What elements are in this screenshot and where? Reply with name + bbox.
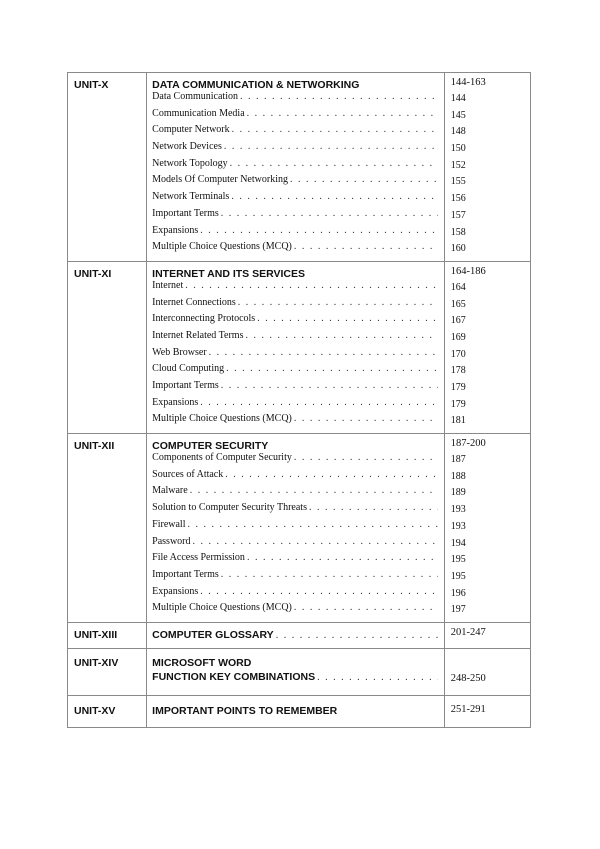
toc-entry xyxy=(147,469,444,486)
toc-entry xyxy=(147,485,444,502)
unit-row xyxy=(68,434,531,623)
unit-row xyxy=(68,73,531,262)
entry-title: Internet Connections xyxy=(152,296,236,308)
entry-page-number: 156 xyxy=(450,193,466,205)
entry-title: Models Of Computer Networking xyxy=(152,174,288,186)
entry-title: Important Terms xyxy=(152,380,219,391)
page-list xyxy=(445,91,530,261)
dot-leader xyxy=(231,191,437,202)
pages-cell xyxy=(444,622,530,648)
entry-title: Expansions xyxy=(152,585,199,597)
unit-label: UNIT-XV xyxy=(74,704,116,717)
entry-page-number: 187 xyxy=(450,454,466,466)
dot-leader xyxy=(185,280,438,291)
contents-cell xyxy=(147,648,445,695)
toc-entry xyxy=(147,174,444,191)
unit-cell xyxy=(68,434,147,623)
toc-entry xyxy=(147,413,444,430)
dot-leader xyxy=(225,469,438,480)
dot-leader xyxy=(193,536,438,547)
entry-page-number: 148 xyxy=(450,126,466,138)
page-range: 144-163 xyxy=(450,77,486,88)
dot-leader xyxy=(276,630,438,641)
toc-entry xyxy=(147,602,444,619)
entry-title: Firewall xyxy=(152,518,186,530)
section-title: COMPUTER SECURITY xyxy=(152,440,269,453)
unit-label: UNIT-XIII xyxy=(74,628,118,641)
entry-title: Malware xyxy=(152,485,188,497)
toc-entry xyxy=(147,536,444,553)
dot-leader xyxy=(317,672,438,683)
entry-page-number: 189 xyxy=(450,487,466,499)
contents-cell xyxy=(147,622,445,648)
contents-cell xyxy=(147,695,445,727)
dot-leader xyxy=(294,241,438,252)
unit-row xyxy=(68,648,531,695)
entry-title: Components of Computer Security xyxy=(152,452,292,464)
unit-label: UNIT-X xyxy=(74,79,109,91)
dot-leader xyxy=(309,502,438,513)
section-title-line-1: MICROSOFT WORD xyxy=(152,656,252,669)
page-range: 251-291 xyxy=(450,703,486,715)
section-title-row xyxy=(147,623,444,643)
entry-title: Network Terminals xyxy=(152,191,230,203)
dot-leader xyxy=(221,569,438,580)
section-title: COMPUTER GLOSSARY xyxy=(152,628,274,641)
dot-leader xyxy=(200,397,438,408)
toc-entry xyxy=(147,241,444,258)
page-list xyxy=(445,280,530,433)
entry-page-number: 160 xyxy=(450,243,466,255)
toc-entry xyxy=(147,519,444,536)
section-title-row xyxy=(152,671,438,685)
toc-entry xyxy=(147,380,444,397)
page-list xyxy=(445,452,530,622)
entry-page-number: 196 xyxy=(450,587,466,599)
entry-page-number: 181 xyxy=(450,415,466,427)
dot-leader xyxy=(226,363,438,374)
pages-cell xyxy=(444,648,530,695)
unit-label: UNIT-XII xyxy=(74,440,115,453)
entry-page-number: 170 xyxy=(450,348,466,360)
entry-title: Cloud Computing xyxy=(152,363,225,375)
entry-title: Web Browser xyxy=(152,346,207,358)
entry-page-number: 197 xyxy=(450,604,466,616)
page-range: 248-250 xyxy=(450,672,486,684)
entry-title: Network Topology xyxy=(152,157,228,169)
entry-title: Password xyxy=(152,535,191,547)
unit-cell xyxy=(68,648,147,695)
entry-list xyxy=(147,280,444,433)
page-range: 164-186 xyxy=(450,265,486,277)
entry-title: Multiple Choice Questions (MCQ) xyxy=(152,602,292,614)
page-range: 201-247 xyxy=(450,626,486,638)
toc-entry xyxy=(147,586,444,603)
unit-label: UNIT-XIV xyxy=(74,656,119,669)
dot-leader xyxy=(187,519,437,530)
dot-leader xyxy=(294,413,438,424)
toc-entry xyxy=(147,347,444,364)
toc-entry xyxy=(147,297,444,314)
entry-title: File Access Permission xyxy=(152,552,245,564)
entry-page-number: 144 xyxy=(450,93,466,104)
entry-title: Internet xyxy=(152,279,184,291)
toc-entry xyxy=(147,569,444,586)
toc-entry xyxy=(147,208,444,225)
entry-page-number: 164 xyxy=(450,281,466,293)
entry-title: Important Terms xyxy=(152,207,219,219)
toc-entry xyxy=(147,225,444,242)
toc-entry xyxy=(147,502,444,519)
dot-leader xyxy=(247,108,438,119)
table-of-contents xyxy=(67,72,531,728)
unit-cell xyxy=(68,261,147,433)
entry-title: Computer Network xyxy=(152,124,230,136)
entry-page-number: 179 xyxy=(450,382,466,393)
entry-page-number: 195 xyxy=(450,570,466,582)
entry-title: Interconnecting Protocols xyxy=(152,313,256,325)
entry-title: Network Devices xyxy=(152,141,222,153)
entry-page-number: 188 xyxy=(450,470,466,482)
entry-page-number: 169 xyxy=(450,331,466,343)
entry-title: Expansions xyxy=(152,224,199,236)
entry-page-number: 157 xyxy=(450,209,466,221)
section-title: DATA COMMUNICATION & NETWORKING xyxy=(152,79,360,91)
entry-page-number: 152 xyxy=(450,159,466,171)
entry-list xyxy=(147,452,444,622)
section-title-line-2: FUNCTION KEY COMBINATIONS xyxy=(152,670,316,683)
dot-leader xyxy=(221,208,438,219)
toc-entry xyxy=(147,363,444,380)
pages-cell xyxy=(444,73,530,262)
entry-page-number: 150 xyxy=(450,143,466,155)
toc-entry xyxy=(147,552,444,569)
dot-leader xyxy=(245,330,437,341)
dot-leader xyxy=(240,91,438,102)
entry-page-number: 165 xyxy=(450,298,466,310)
entry-title: Multiple Choice Questions (MCQ) xyxy=(152,241,292,253)
toc-entry xyxy=(147,124,444,141)
dot-leader xyxy=(200,225,438,236)
toc-entry xyxy=(147,452,444,469)
entry-title: Data Communication xyxy=(152,91,238,102)
pages-cell xyxy=(444,695,530,727)
entry-page-number: 193 xyxy=(450,504,466,516)
dot-leader xyxy=(257,313,438,324)
pages-cell xyxy=(444,261,530,433)
dot-leader xyxy=(221,380,438,391)
dot-leader xyxy=(230,158,438,169)
entry-page-number: 194 xyxy=(450,537,466,549)
entry-list xyxy=(147,91,444,261)
entry-page-number: 178 xyxy=(450,365,466,377)
section-title: IMPORTANT POINTS TO REMEMBER xyxy=(152,704,338,717)
dot-leader xyxy=(200,586,438,597)
toc-entry xyxy=(147,141,444,158)
unit-cell xyxy=(68,73,147,262)
dot-leader xyxy=(190,485,438,496)
dot-leader xyxy=(209,347,438,358)
unit-cell xyxy=(68,695,147,727)
toc-entry xyxy=(147,158,444,175)
toc-entry xyxy=(147,91,444,108)
entry-page-number: 145 xyxy=(450,109,466,121)
dot-leader xyxy=(290,174,438,185)
entry-title: Communication Media xyxy=(152,107,245,119)
page-range: 187-200 xyxy=(450,438,486,450)
dot-leader xyxy=(224,141,438,152)
entry-title: Sources of Attack xyxy=(152,468,224,480)
toc-entry xyxy=(147,313,444,330)
contents-cell xyxy=(147,261,445,433)
unit-row xyxy=(68,622,531,648)
toc-entry xyxy=(147,191,444,208)
toc-entry xyxy=(147,108,444,125)
entry-title: Internet Related Terms xyxy=(152,329,244,341)
entry-page-number: 167 xyxy=(450,315,466,327)
pages-cell xyxy=(444,434,530,623)
entry-title: Important Terms xyxy=(152,568,219,580)
dot-leader xyxy=(238,297,438,308)
entry-title: Multiple Choice Questions (MCQ) xyxy=(152,413,292,425)
section-title: INTERNET AND ITS SERVICES xyxy=(152,267,306,280)
entry-page-number: 155 xyxy=(450,176,466,188)
unit-label: UNIT-XI xyxy=(74,267,112,280)
contents-cell xyxy=(147,434,445,623)
contents-cell xyxy=(147,73,445,262)
entry-page-number: 193 xyxy=(450,520,466,532)
entry-page-number: 195 xyxy=(450,554,466,566)
unit-cell xyxy=(68,622,147,648)
entry-title: Expansions xyxy=(152,396,199,408)
unit-row xyxy=(68,695,531,727)
unit-row xyxy=(68,261,531,433)
entry-page-number: 179 xyxy=(450,398,466,410)
dot-leader xyxy=(294,602,438,613)
dot-leader xyxy=(294,452,438,463)
toc-entry xyxy=(147,397,444,414)
toc-entry xyxy=(147,280,444,297)
dot-leader xyxy=(247,552,438,563)
entry-page-number: 158 xyxy=(450,226,466,238)
dot-leader xyxy=(232,124,438,135)
toc-entry xyxy=(147,330,444,347)
entry-title: Solution to Computer Security Threats xyxy=(152,502,307,514)
